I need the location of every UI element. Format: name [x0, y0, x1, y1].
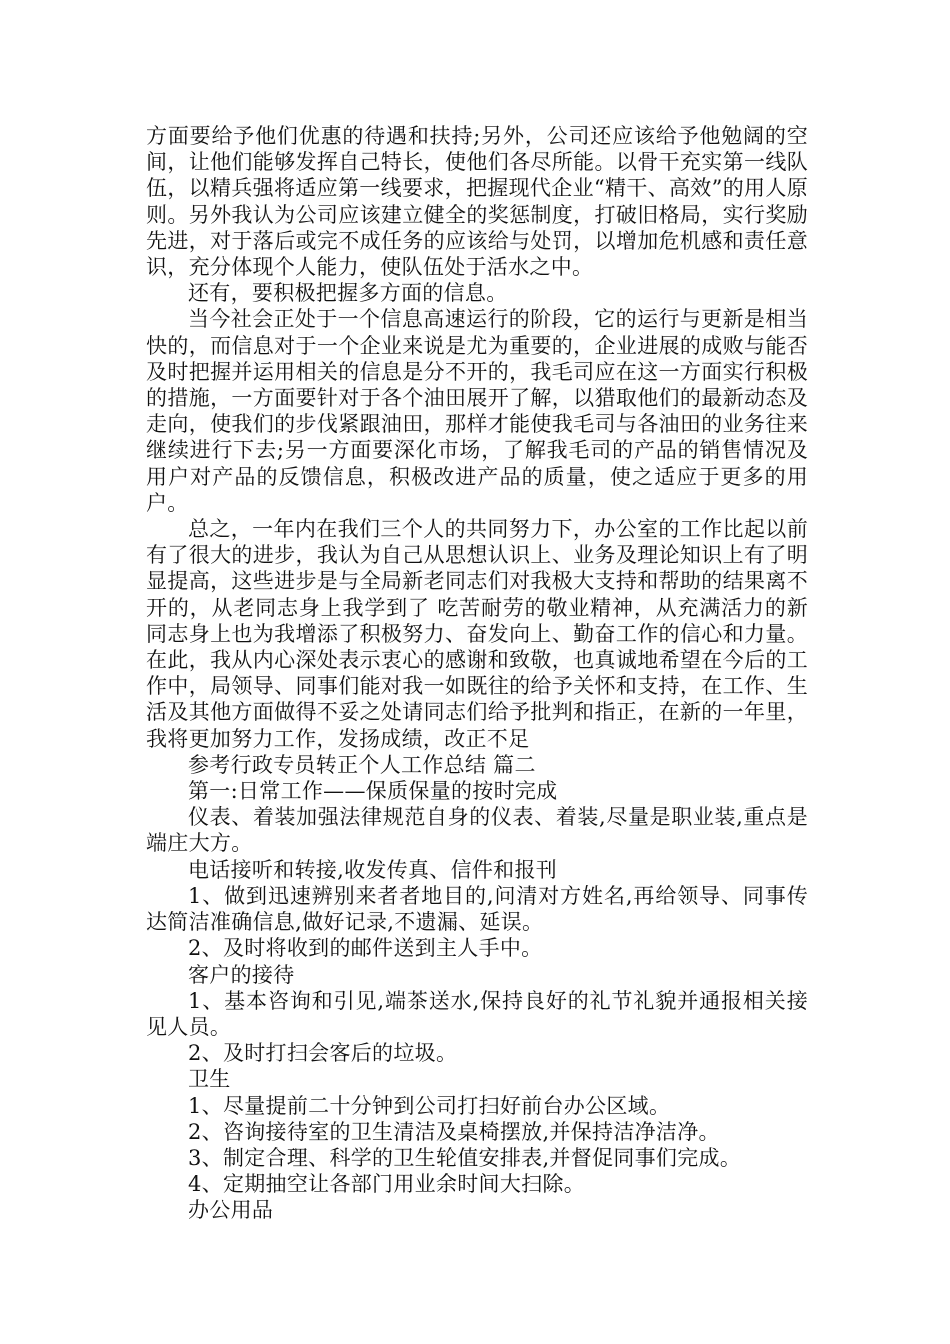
list-item-phone-2: 2、及时将收到的邮件送到主人手中。 [188, 936, 543, 961]
heading-reception: 客户的接待 [188, 962, 295, 987]
heading-phone-fax: 电话接听和转接,收发传真、信件和报刊 [188, 857, 558, 882]
paragraph-intro-continuation: 方面要给予他们优惠的待遇和扶持;另外，公司还应该给予他勉阔的空间，让他们能够发挥自己特长，使他们各尽所能。以骨干充实第一线队伍，以精兵强将适应第一线要求，把握现代企业“精干、高效”的用人原则。另外我认为公司应该建立健全的奖惩制度，打破旧格局，实行奖励先进，对于落后或完不成任务的应该给与处罚，以增加危机感和责任意识，充分体现个人能力，使队伍处于活水之中。 [146, 124, 808, 280]
list-item-hygiene-4: 4、定期抽空让各部门用业余时间大扫除。 [188, 1172, 586, 1197]
heading-office-supplies: 办公用品 [188, 1198, 274, 1223]
heading-daily-work: 第一:日常工作——保质保量的按时完成 [188, 779, 558, 804]
list-item-hygiene-3: 3、制定合理、科学的卫生轮值安排表,并督促同事们完成。 [188, 1145, 742, 1170]
list-item-reception-1: 1、基本咨询和引见,端茶送水,保持良好的礼节礼貌并通报相关接见人员。 [146, 988, 808, 1039]
list-item-hygiene-1: 1、尽量提前二十分钟到公司打扫好前台办公区域。 [188, 1093, 671, 1118]
list-item-hygiene-2: 2、咨询接待室的卫生清洁及桌椅摆放,并保持洁净洁净。 [188, 1119, 720, 1144]
document-body [146, 123, 808, 1224]
paragraph-information: 还有，要积极把握多方面的信息。 [188, 281, 508, 306]
list-item-phone-1: 1、做到迅速辨别来者者地目的,问清对方姓名,再给领导、同事传达简洁准确信息,做好记录,不遗漏、延误。 [146, 883, 808, 935]
heading-hygiene: 卫生 [188, 1067, 231, 1092]
paragraph-information-detail: 当今社会正处于一个信息高速运行的阶段，它的运行与更新是相当快的，而信息对于一个企业来说是尤为重要的，企业进展的成败与能否及时把握并运用相关的信息是分不开的，我毛司应在这一方面实行积极的措施，一方面要针对于各个油田展开了解，以猎取他们的最新动态及走向，使我们的步伐紧跟油田，那样才能使我毛司与各油田的业务往来继续进行下去;另一方面要深化市场，了解我毛司的产品的销售情况及用户对产品的反馈信息，积极改进产品的质量，使之适应于更多的用户。 [146, 307, 808, 515]
paragraph-dress: 仪表、着装加强法律规范自身的仪表、着装,尽量是职业装,重点是端庄大方。 [146, 805, 808, 856]
list-item-reception-2: 2、及时打扫会客后的垃圾。 [188, 1041, 458, 1066]
paragraph-summary: 总之，一年内在我们三个人的共同努力下，办公室的工作比起以前有了很大的进步，我认为自己从思想认识上、业务及理论知识上有了明显提高，这些进步是与全局新老同志们对我极大支持和帮助的结果离不开的，从老同志身上我学到了 吃苦耐劳的敬业精神，从充满活力的新同志身上也为我增添了积极努力、奋发向上、勤奋工作的信心和力量。在此，我从内心深处表示衷心的感谢和致敬，也真诚地希望在今后的工作中，局领导、同事们能对我一如既往的给予关怀和支持，在工作、生活及其他方面做得不妥之处请同志们给予批判和指正，在新的一年里，我将更加努力工作，发扬成绩，改正不足 [146, 517, 808, 751]
section-heading-part-two: 参考行政专员转正个人工作总结 篇二 [188, 752, 536, 777]
